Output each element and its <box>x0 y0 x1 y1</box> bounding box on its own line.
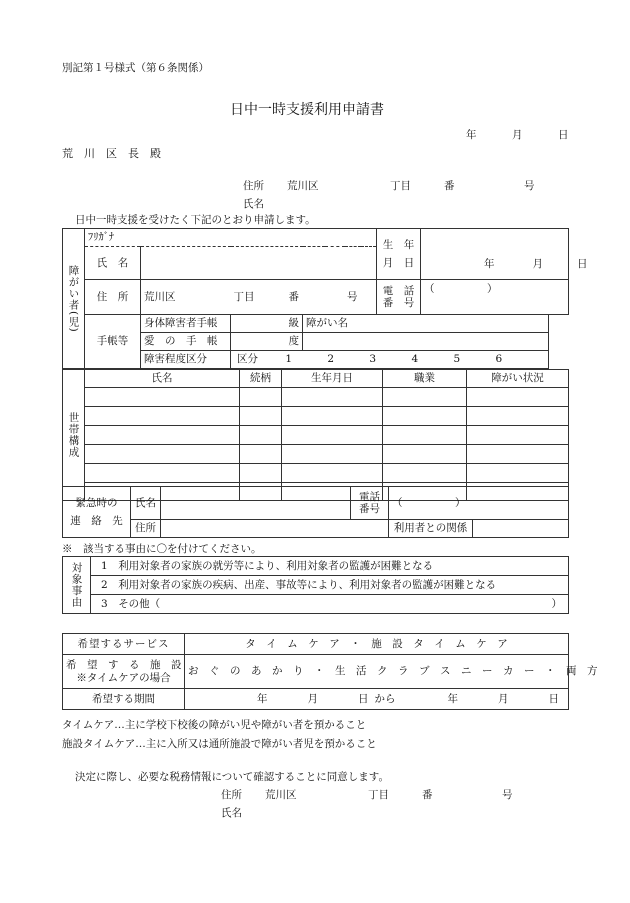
reason-item-3[interactable]: 3 その他（ ） <box>91 595 569 614</box>
reasons-table <box>62 556 569 614</box>
service-table <box>62 633 598 710</box>
name-field[interactable] <box>141 247 377 280</box>
applicant-ban: 番 <box>444 180 455 192</box>
emergency-phone-field[interactable]: （ ） <box>389 487 569 520</box>
period-label: 希望する期間 <box>63 689 185 710</box>
reason-note: ※ 該当する事由に〇を付けてください。 <box>62 543 262 555</box>
emergency-name-label: 氏名 <box>131 487 161 520</box>
consent-chome: 丁目 <box>368 789 389 801</box>
emergency-relation-field[interactable] <box>473 520 569 538</box>
service-label: 希望するサービス <box>63 634 185 655</box>
consent-address-label: 住所 <box>221 789 242 801</box>
handbook-ai-label: 愛 の 手 帳 <box>141 333 231 351</box>
handbook-ai-blank <box>303 333 549 351</box>
household-header-disability: 障がい状況 <box>467 370 569 388</box>
kubun-4[interactable]: 4 <box>411 353 419 366</box>
emergency-name-field[interactable] <box>161 487 351 520</box>
household-header-job: 職業 <box>383 370 467 388</box>
consent-ban: 番 <box>422 789 433 801</box>
applicant-name-label: 氏名 <box>243 198 264 210</box>
table-row <box>63 388 569 407</box>
emergency-address-field[interactable] <box>161 520 389 538</box>
kubun-6[interactable]: 6 <box>495 353 503 366</box>
period-field[interactable]: 年 月 日 から 年 月 日 <box>185 689 569 710</box>
emergency-label: 緊急時の 連 絡 先 <box>63 487 131 538</box>
facility-options[interactable]: お ぐ の あ か り ・ 生 活 ク ラ ブ ス ニ ー カ ー ・ 両 方 <box>185 655 569 689</box>
household-table <box>62 369 569 501</box>
kubun-5[interactable]: 5 <box>453 353 461 366</box>
person-side-label: 障がい者(児) <box>63 229 85 369</box>
emergency-address-label: 住所 <box>131 520 161 538</box>
birth-day: 日 <box>577 257 588 270</box>
applicant-address-label: 住所 <box>243 180 264 192</box>
birth-label: 生 年 月 日 <box>377 229 421 280</box>
birth-year: 年 <box>484 257 495 270</box>
handbook-label: 手帳等 <box>85 315 141 369</box>
date-month: 月 <box>512 129 523 141</box>
form-number: 別記第１号様式（第６条関係） <box>62 62 209 74</box>
handbook-ai-degree[interactable]: 度 <box>231 333 303 351</box>
emergency-phone-label: 電話 番号 <box>351 487 389 520</box>
page-title: 日中一時支援利用申請書 <box>230 102 384 118</box>
date-day: 日 <box>558 129 569 141</box>
consent-ward: 荒川区 <box>265 789 297 801</box>
household-header-relation: 続柄 <box>240 370 282 388</box>
service-options[interactable]: タ イ ム ケ ア ・ 施 設 タ イ ム ケ ア <box>185 634 569 655</box>
facility-label: 希 望 す る 施 設 ※タイムケアの場合 <box>63 655 185 689</box>
intro-text: 日中一時支援を受けたく下記のとおり申請します。 <box>75 214 316 226</box>
birth-field[interactable] <box>421 229 588 280</box>
applicant-go: 号 <box>524 180 535 192</box>
addressee: 荒 川 区 長 殿 <box>62 147 161 160</box>
furigana-label: ﾌﾘｶﾞﾅ <box>85 229 361 247</box>
person-table <box>62 228 588 369</box>
note-timecare: タイムケア…主に学校下校後の障がい児や障がい者を預かること <box>62 719 367 731</box>
reason-item-2[interactable]: 2 利用対象者の家族の疾病、出産、事故等により、利用対象者の監護が困難となる <box>91 576 569 595</box>
note-facility-timecare: 施設タイムケア…主に入所又は通所施設で障がい者児を預かること <box>62 738 377 750</box>
handbook-kubun-label: 障害程度区分 <box>141 351 231 369</box>
phone-field[interactable]: （ ） <box>421 280 569 315</box>
consent-go: 号 <box>502 789 513 801</box>
address-label: 住 所 <box>85 280 141 315</box>
table-row <box>63 426 569 445</box>
consent-text: 決定に際し、必要な税務情報について確認することに同意します。 <box>75 771 389 783</box>
household-header-name: 氏名 <box>85 370 240 388</box>
household-side-label: 世帯構成 <box>63 370 85 501</box>
table-row <box>63 464 569 483</box>
phone-label: 電 話 番 号 <box>377 280 421 315</box>
kubun-3[interactable]: 3 <box>369 353 377 366</box>
furigana-field[interactable] <box>361 229 377 247</box>
applicant-ward: 荒川区 <box>287 180 319 192</box>
consent-name-label: 氏名 <box>221 807 242 819</box>
table-row <box>63 407 569 426</box>
reasons-side-label: 対象事由 <box>63 557 91 614</box>
handbook-physical-grade[interactable]: 級 <box>231 315 303 333</box>
handbook-kubun-field[interactable]: 区分 1 2 3 4 5 6 <box>231 351 549 369</box>
kubun-1[interactable]: 1 <box>285 353 293 366</box>
household-header-birth: 生年月日 <box>282 370 383 388</box>
date-year: 年 <box>466 129 477 141</box>
emergency-table <box>62 486 569 538</box>
birth-month: 月 <box>532 257 544 270</box>
emergency-relation-label: 利用者との関係 <box>389 520 473 538</box>
handbook-physical-disability[interactable]: 障がい名 <box>303 315 549 333</box>
reason-item-1[interactable]: 1 利用対象者の家族の就労等により、利用対象者の監護が困難となる <box>91 557 569 576</box>
applicant-chome: 丁目 <box>390 180 411 192</box>
handbook-physical-label: 身体障害者手帳 <box>141 315 231 333</box>
name-label: 氏 名 <box>85 247 141 280</box>
address-field[interactable]: 荒川区 丁目 番 号 <box>141 280 377 315</box>
table-row <box>63 445 569 464</box>
kubun-2[interactable]: 2 <box>327 353 335 366</box>
